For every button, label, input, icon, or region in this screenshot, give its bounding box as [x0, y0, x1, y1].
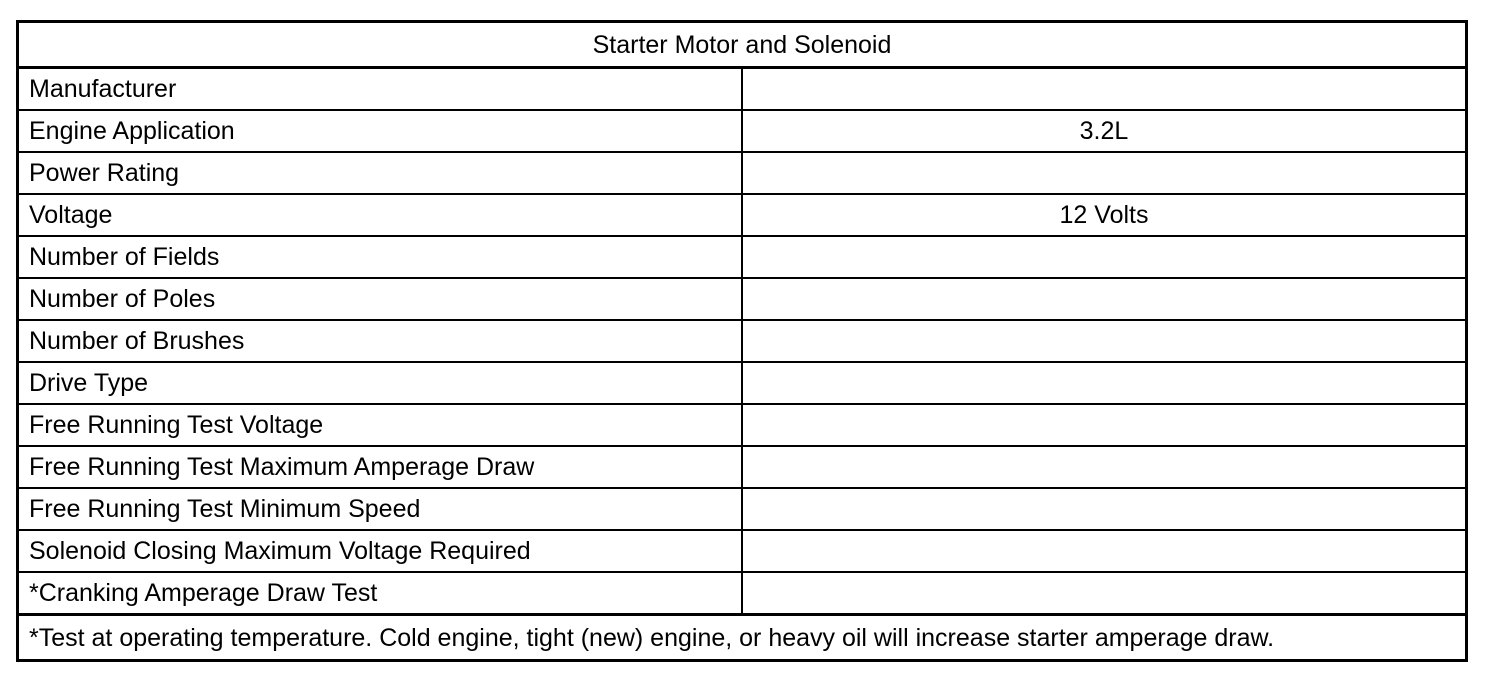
row-label-drive-type: Drive Type	[18, 362, 743, 404]
row-value-free-running-test-min-speed	[742, 488, 1467, 530]
table-row	[18, 572, 1467, 615]
row-value-solenoid-closing-max-voltage	[742, 530, 1467, 572]
row-label-cranking-amperage-draw-test: *Cranking Amperage Draw Test	[18, 572, 743, 615]
table-footnote-row	[18, 615, 1467, 661]
row-label-voltage: Voltage	[18, 194, 743, 236]
row-label-number-of-fields: Number of Fields	[18, 236, 743, 278]
row-value-free-running-test-voltage	[742, 404, 1467, 446]
row-value-cranking-amperage-draw-test	[742, 572, 1467, 615]
row-label-solenoid-closing-max-voltage: Solenoid Closing Maximum Voltage Required	[18, 530, 743, 572]
table-row	[18, 236, 1467, 278]
row-label-free-running-test-min-speed: Free Running Test Minimum Speed	[18, 488, 743, 530]
table-row	[18, 320, 1467, 362]
table-row	[18, 110, 1467, 152]
table-row	[18, 68, 1467, 111]
table-row	[18, 152, 1467, 194]
table-row	[18, 488, 1467, 530]
table-title: Starter Motor and Solenoid	[18, 22, 1467, 68]
row-label-manufacturer: Manufacturer	[18, 68, 743, 111]
row-label-free-running-test-voltage: Free Running Test Voltage	[18, 404, 743, 446]
row-value-number-of-brushes	[742, 320, 1467, 362]
table-footnote: *Test at operating temperature. Cold engine, tight (new) engine, or heavy oil will increase starter amperage draw.	[18, 615, 1467, 661]
row-value-power-rating	[742, 152, 1467, 194]
row-label-number-of-brushes: Number of Brushes	[18, 320, 743, 362]
table-row	[18, 362, 1467, 404]
row-value-engine-application: 3.2L	[742, 110, 1467, 152]
row-label-power-rating: Power Rating	[18, 152, 743, 194]
row-label-engine-application: Engine Application	[18, 110, 743, 152]
table-row	[18, 446, 1467, 488]
row-value-manufacturer	[742, 68, 1467, 111]
starter-spec-table	[16, 20, 1468, 662]
row-label-free-running-test-max-amperage: Free Running Test Maximum Amperage Draw	[18, 446, 743, 488]
table-title-row	[18, 22, 1467, 68]
row-value-free-running-test-max-amperage	[742, 446, 1467, 488]
table-row	[18, 194, 1467, 236]
row-label-number-of-poles: Number of Poles	[18, 278, 743, 320]
row-value-voltage: 12 Volts	[742, 194, 1467, 236]
row-value-drive-type	[742, 362, 1467, 404]
row-value-number-of-fields	[742, 236, 1467, 278]
table-row	[18, 404, 1467, 446]
row-value-number-of-poles	[742, 278, 1467, 320]
table-row	[18, 530, 1467, 572]
table-row	[18, 278, 1467, 320]
